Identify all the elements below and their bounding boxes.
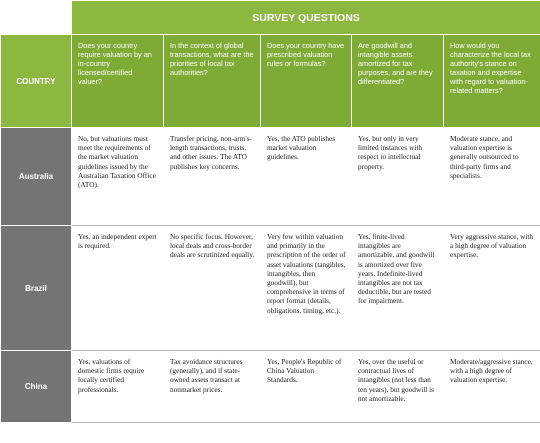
blank-corner [1,1,72,35]
question-3: Does your country have prescribed valuation rules or formulas? [261,35,352,128]
answer-cell: Moderate stance, and valuation expertise is generally outsourced to third-party firms and specialists. [444,128,540,226]
answer-cell: Very aggressive stance, with a high degree of valuation expertise. [444,226,540,351]
answer-cell: Yes, over the useful or contractual lives of intangibles (not less than ten years), but goodwill is not amortizable. [352,351,444,423]
question-1: Does your country require valuation by an in-country licensed/certified valuer? [72,35,164,128]
answer-cell: No specific focus. However, local deals and cross-border deals are scrutinized equally. [164,226,261,351]
survey-header-row [1,1,540,35]
answer-cell: Tax avoidance structures (generally), and if state-owned assets transact at nonmarket prices. [164,351,261,423]
answer-cell: No, but valuations must meet the requirements of the market valuation guidelines issued by the Australian Taxation Office (ATO). [72,128,164,226]
table-row [1,226,540,351]
country-australia: Australia [1,128,72,226]
answer-cell: Yes, finite-lived intangibles are amortizable, and goodwill is amortized over five years. Indefinite-lived intangibles are not tax deductible, but are tested for impairment. [352,226,444,351]
country-column-header: COUNTRY [1,35,72,128]
question-2: In the context of global transactions, what are the priorities of local tax authorities? [164,35,261,128]
questions-row [1,35,540,128]
answer-cell: Moderate/aggressive stance, with a high degree of valuation expertise. [444,351,540,423]
question-5: How would you characterize the local tax authority's stance on taxation and expertise with regard to valuation-related matters? [444,35,540,128]
answer-cell: Transfer pricing, non-arm's-length transactions, trusts, and other issues. The ATO publishes key concerns. [164,128,261,226]
country-brazil: Brazil [1,226,72,351]
survey-questions-header: SURVEY QUESTIONS [72,1,540,35]
country-china: China [1,351,72,423]
question-4: Are goodwill and intangible assets amortized for tax purposes, and are they differentiated? [352,35,444,128]
answer-cell: Yes, People's Republic of China Valuation Standards. [261,351,352,423]
table-row [1,351,540,423]
answer-cell: Very few within valuation and primarily in the prescription of the order of asset valuations (tangibles, intangibles, then goodwill), but comprehensive in terms of report format (details, obligations, timing, etc.). [261,226,352,351]
table-row [1,128,540,226]
answer-cell: Yes, the ATO publishes market valuation guidelines. [261,128,352,226]
answer-cell: Yes, valuations of domestic firms require locally certified professionals. [72,351,164,423]
answer-cell: Yes, but only in very limited instances with respect to intellectual property. [352,128,444,226]
answer-cell: Yes, an independent expert is required. [72,226,164,351]
